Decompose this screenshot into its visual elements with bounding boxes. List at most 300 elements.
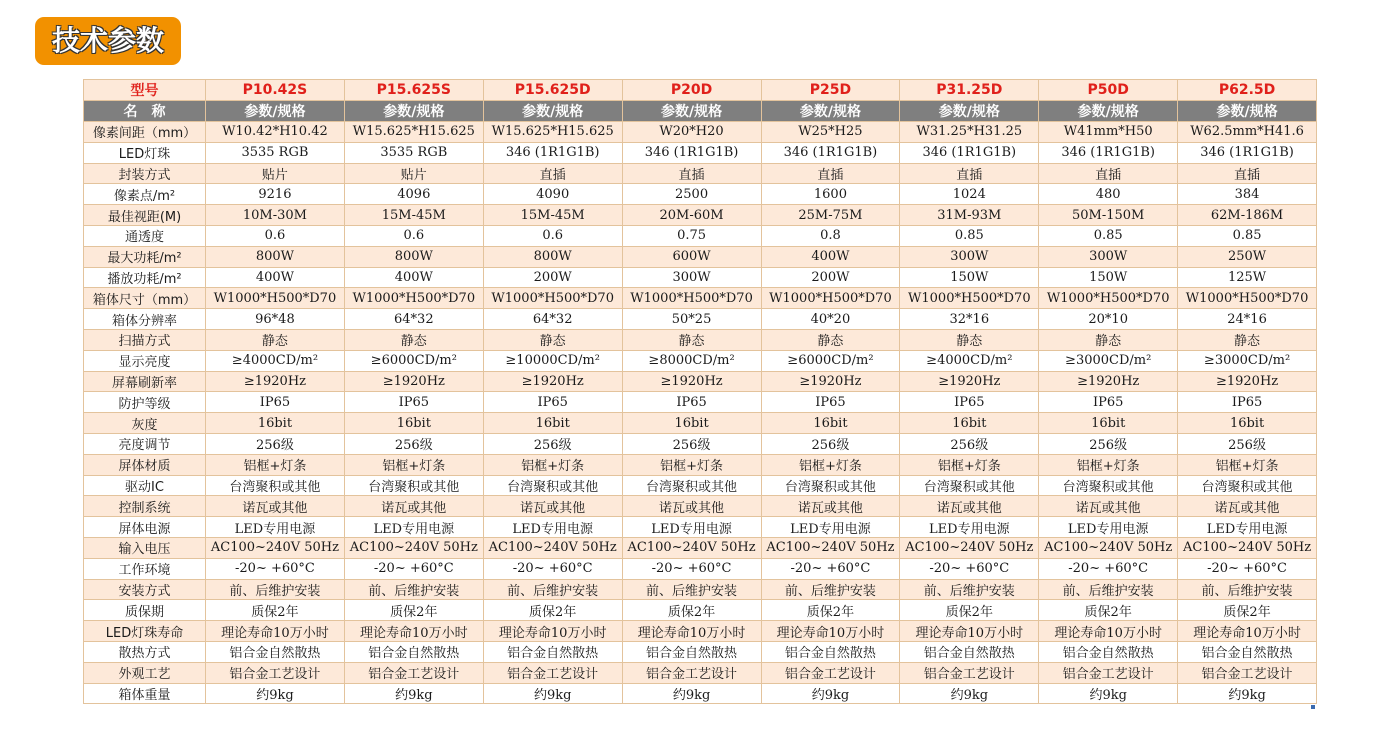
table-cell: 31M-93M xyxy=(900,205,1039,226)
table-cell: ≥8000CD/m² xyxy=(622,350,761,371)
table-cell: 16bit xyxy=(1178,413,1317,434)
column-header-row xyxy=(84,101,1317,122)
table-cell: 400W xyxy=(206,267,345,288)
table-cell: 铝合金工艺设计 xyxy=(344,662,483,683)
table-cell: IP65 xyxy=(1178,392,1317,413)
table-cell: -20~ +60°C xyxy=(206,558,345,579)
table-cell: 台湾聚积或其他 xyxy=(1178,475,1317,496)
table-cell: 前、后维护安装 xyxy=(761,579,900,600)
table-cell: W1000*H500*D70 xyxy=(622,288,761,309)
table-cell: 64*32 xyxy=(483,309,622,330)
row-label: 最大功耗/m² xyxy=(84,246,206,267)
table-cell: 铝框+灯条 xyxy=(344,454,483,475)
spec-header: 参数/规格 xyxy=(206,101,345,122)
table-row xyxy=(84,205,1317,226)
table-cell: 9216 xyxy=(206,184,345,205)
table-cell: 0.6 xyxy=(483,225,622,246)
table-cell: LED专用电源 xyxy=(344,517,483,538)
table-cell: ≥1920Hz xyxy=(1178,371,1317,392)
table-cell: ≥1920Hz xyxy=(622,371,761,392)
table-cell: 约9kg xyxy=(344,683,483,704)
table-cell: -20~ +60°C xyxy=(1178,558,1317,579)
table-cell: 静态 xyxy=(761,329,900,350)
table-cell: 384 xyxy=(1178,184,1317,205)
table-cell: W20*H20 xyxy=(622,122,761,143)
table-cell: 铝合金自然散热 xyxy=(483,641,622,662)
table-cell: 15M-45M xyxy=(344,205,483,226)
table-cell: ≥1920Hz xyxy=(1039,371,1178,392)
table-cell: 256级 xyxy=(761,433,900,454)
table-cell: 16bit xyxy=(483,413,622,434)
table-cell: 铝合金自然散热 xyxy=(900,641,1039,662)
row-label: 灰度 xyxy=(84,413,206,434)
model-name: P25D xyxy=(761,80,900,101)
row-label: 显示亮度 xyxy=(84,350,206,371)
section-title: 技术参数 xyxy=(51,24,164,57)
table-cell: -20~ +60°C xyxy=(761,558,900,579)
table-cell: 铝合金自然散热 xyxy=(761,641,900,662)
spec-header: 参数/规格 xyxy=(622,101,761,122)
table-cell: W15.625*H15.625 xyxy=(483,122,622,143)
table-cell: ≥1920Hz xyxy=(761,371,900,392)
table-cell: AC100~240V 50Hz xyxy=(206,537,345,558)
table-cell: 800W xyxy=(483,246,622,267)
table-cell: 质保2年 xyxy=(206,600,345,621)
table-cell: IP65 xyxy=(1039,392,1178,413)
table-cell: LED专用电源 xyxy=(1039,517,1178,538)
table-row xyxy=(84,184,1317,205)
table-cell: W15.625*H15.625 xyxy=(344,122,483,143)
table-cell: 96*48 xyxy=(206,309,345,330)
table-cell: 铝合金工艺设计 xyxy=(1039,662,1178,683)
table-cell: 诺瓦或其他 xyxy=(1039,496,1178,517)
table-cell: 约9kg xyxy=(1178,683,1317,704)
table-cell: 256级 xyxy=(483,433,622,454)
table-cell: 铝框+灯条 xyxy=(1039,454,1178,475)
table-cell: 质保2年 xyxy=(900,600,1039,621)
table-cell: 0.6 xyxy=(206,225,345,246)
table-cell: 台湾聚积或其他 xyxy=(483,475,622,496)
table-cell: 前、后维护安装 xyxy=(622,579,761,600)
table-cell: 256级 xyxy=(1039,433,1178,454)
table-cell: 480 xyxy=(1039,184,1178,205)
table-row xyxy=(84,225,1317,246)
table-cell: 150W xyxy=(900,267,1039,288)
table-cell: 600W xyxy=(622,246,761,267)
table-cell: 理论寿命10万小时 xyxy=(206,621,345,642)
table-cell: ≥1920Hz xyxy=(483,371,622,392)
table-cell: 质保2年 xyxy=(1178,600,1317,621)
table-cell: W62.5mm*H41.6 xyxy=(1178,122,1317,143)
table-row xyxy=(84,621,1317,642)
table-cell: 诺瓦或其他 xyxy=(206,496,345,517)
row-label: 散热方式 xyxy=(84,641,206,662)
table-row xyxy=(84,413,1317,434)
spec-header: 参数/规格 xyxy=(1178,101,1317,122)
table-cell: 台湾聚积或其他 xyxy=(1039,475,1178,496)
row-label: 封装方式 xyxy=(84,163,206,184)
table-cell: 台湾聚积或其他 xyxy=(900,475,1039,496)
table-cell: 约9kg xyxy=(483,683,622,704)
model-row xyxy=(84,80,1317,101)
row-label: 屏体材质 xyxy=(84,454,206,475)
table-cell: IP65 xyxy=(900,392,1039,413)
table-cell: 铝合金工艺设计 xyxy=(483,662,622,683)
table-row xyxy=(84,309,1317,330)
table-row xyxy=(84,558,1317,579)
table-cell: ≥1920Hz xyxy=(344,371,483,392)
spec-header: 参数/规格 xyxy=(1039,101,1178,122)
table-cell: 400W xyxy=(344,267,483,288)
table-cell: 40*20 xyxy=(761,309,900,330)
model-name: P15.625D xyxy=(483,80,622,101)
table-cell: 3535 RGB xyxy=(206,142,345,163)
table-cell: W41mm*H50 xyxy=(1039,122,1178,143)
spec-header: 参数/规格 xyxy=(344,101,483,122)
table-cell: 直插 xyxy=(1178,163,1317,184)
table-cell: 16bit xyxy=(344,413,483,434)
table-cell: 理论寿命10万小时 xyxy=(1178,621,1317,642)
table-cell: 铝框+灯条 xyxy=(622,454,761,475)
table-cell: AC100~240V 50Hz xyxy=(344,537,483,558)
row-label: 驱动IC xyxy=(84,475,206,496)
table-row xyxy=(84,288,1317,309)
table-cell: 诺瓦或其他 xyxy=(344,496,483,517)
table-cell: 静态 xyxy=(483,329,622,350)
table-cell: 2500 xyxy=(622,184,761,205)
row-label: 通透度 xyxy=(84,225,206,246)
table-cell: 质保2年 xyxy=(1039,600,1178,621)
table-cell: 20M-60M xyxy=(622,205,761,226)
table-cell: IP65 xyxy=(206,392,345,413)
table-cell: 3535 RGB xyxy=(344,142,483,163)
table-cell: 静态 xyxy=(622,329,761,350)
table-cell: 346 (1R1G1B) xyxy=(761,142,900,163)
model-name: P50D xyxy=(1039,80,1178,101)
table-cell: 256级 xyxy=(206,433,345,454)
table-cell: 前、后维护安装 xyxy=(900,579,1039,600)
table-cell: 铝合金工艺设计 xyxy=(206,662,345,683)
table-cell: 约9kg xyxy=(622,683,761,704)
table-cell: W1000*H500*D70 xyxy=(1039,288,1178,309)
table-row xyxy=(84,122,1317,143)
table-cell: 0.85 xyxy=(1039,225,1178,246)
table-cell: -20~ +60°C xyxy=(1039,558,1178,579)
table-cell: LED专用电源 xyxy=(483,517,622,538)
model-label: 型号 xyxy=(84,80,206,101)
table-cell: 50M-150M xyxy=(1039,205,1178,226)
table-cell: LED专用电源 xyxy=(1178,517,1317,538)
table-cell: IP65 xyxy=(761,392,900,413)
row-label: 最佳视距(M) xyxy=(84,205,206,226)
table-cell: 前、后维护安装 xyxy=(344,579,483,600)
table-cell: 0.85 xyxy=(1178,225,1317,246)
table-cell: LED专用电源 xyxy=(761,517,900,538)
table-cell: 15M-45M xyxy=(483,205,622,226)
table-cell: 0.85 xyxy=(900,225,1039,246)
table-cell: 300W xyxy=(900,246,1039,267)
table-cell: 台湾聚积或其他 xyxy=(622,475,761,496)
table-cell: 铝框+灯条 xyxy=(761,454,900,475)
model-name: P31.25D xyxy=(900,80,1039,101)
table-cell: 16bit xyxy=(1039,413,1178,434)
table-cell: 理论寿命10万小时 xyxy=(1039,621,1178,642)
row-label: 箱体分辨率 xyxy=(84,309,206,330)
table-cell: ≥4000CD/m² xyxy=(206,350,345,371)
table-cell: 静态 xyxy=(344,329,483,350)
model-name: P20D xyxy=(622,80,761,101)
table-cell: 250W xyxy=(1178,246,1317,267)
table-cell: 300W xyxy=(622,267,761,288)
table-row xyxy=(84,163,1317,184)
table-cell: ≥4000CD/m² xyxy=(900,350,1039,371)
table-cell: IP65 xyxy=(622,392,761,413)
table-cell: 理论寿命10万小时 xyxy=(622,621,761,642)
table-row xyxy=(84,142,1317,163)
table-row xyxy=(84,267,1317,288)
table-cell: 静态 xyxy=(206,329,345,350)
spec-table xyxy=(83,79,1317,704)
table-cell: 346 (1R1G1B) xyxy=(622,142,761,163)
table-cell: 200W xyxy=(483,267,622,288)
spec-header: 参数/规格 xyxy=(483,101,622,122)
model-name: P15.625S xyxy=(344,80,483,101)
table-cell: 32*16 xyxy=(900,309,1039,330)
row-label: LED灯珠 xyxy=(84,142,206,163)
table-cell: 铝框+灯条 xyxy=(206,454,345,475)
table-cell: 10M-30M xyxy=(206,205,345,226)
row-label: 屏幕刷新率 xyxy=(84,371,206,392)
table-cell: 台湾聚积或其他 xyxy=(206,475,345,496)
table-cell: 16bit xyxy=(900,413,1039,434)
table-cell: 前、后维护安装 xyxy=(483,579,622,600)
table-cell: 25M-75M xyxy=(761,205,900,226)
table-cell: 铝框+灯条 xyxy=(1178,454,1317,475)
table-cell: 346 (1R1G1B) xyxy=(900,142,1039,163)
table-cell: 346 (1R1G1B) xyxy=(483,142,622,163)
table-cell: 质保2年 xyxy=(483,600,622,621)
table-row xyxy=(84,371,1317,392)
table-cell: ≥1920Hz xyxy=(206,371,345,392)
table-cell: 铝合金工艺设计 xyxy=(1178,662,1317,683)
name-header: 名 称 xyxy=(84,101,206,122)
table-cell: 铝框+灯条 xyxy=(900,454,1039,475)
table-cell: -20~ +60°C xyxy=(483,558,622,579)
table-cell: W10.42*H10.42 xyxy=(206,122,345,143)
table-cell: 静态 xyxy=(1178,329,1317,350)
table-cell: ≥6000CD/m² xyxy=(344,350,483,371)
table-row xyxy=(84,517,1317,538)
table-cell: 静态 xyxy=(1039,329,1178,350)
table-cell: 16bit xyxy=(206,413,345,434)
table-row xyxy=(84,662,1317,683)
row-label: 像素间距（mm） xyxy=(84,122,206,143)
table-cell: 理论寿命10万小时 xyxy=(344,621,483,642)
row-label: 安装方式 xyxy=(84,579,206,600)
table-cell: 256级 xyxy=(344,433,483,454)
table-cell: 16bit xyxy=(761,413,900,434)
table-row xyxy=(84,641,1317,662)
table-cell: AC100~240V 50Hz xyxy=(900,537,1039,558)
table-cell: 256级 xyxy=(622,433,761,454)
table-cell: W1000*H500*D70 xyxy=(344,288,483,309)
table-row xyxy=(84,475,1317,496)
row-label: 扫描方式 xyxy=(84,329,206,350)
row-label: 像素点/m² xyxy=(84,184,206,205)
model-name: P62.5D xyxy=(1178,80,1317,101)
table-cell: AC100~240V 50Hz xyxy=(1039,537,1178,558)
table-cell: ≥10000CD/m² xyxy=(483,350,622,371)
table-cell: 62M-186M xyxy=(1178,205,1317,226)
table-cell: W1000*H500*D70 xyxy=(761,288,900,309)
table-cell: 0.6 xyxy=(344,225,483,246)
table-row xyxy=(84,392,1317,413)
table-cell: 前、后维护安装 xyxy=(206,579,345,600)
row-label: 质保期 xyxy=(84,600,206,621)
table-cell: 理论寿命10万小时 xyxy=(483,621,622,642)
table-cell: 铝合金工艺设计 xyxy=(622,662,761,683)
table-cell: LED专用电源 xyxy=(622,517,761,538)
table-cell: W1000*H500*D70 xyxy=(483,288,622,309)
model-name: P10.42S xyxy=(206,80,345,101)
table-cell: 贴片 xyxy=(206,163,345,184)
table-cell: ≥3000CD/m² xyxy=(1178,350,1317,371)
table-cell: AC100~240V 50Hz xyxy=(761,537,900,558)
table-cell: 50*25 xyxy=(622,309,761,330)
table-cell: 铝合金工艺设计 xyxy=(761,662,900,683)
section-title-badge xyxy=(35,17,181,65)
table-cell: 346 (1R1G1B) xyxy=(1039,142,1178,163)
table-cell: 125W xyxy=(1178,267,1317,288)
table-cell: ≥6000CD/m² xyxy=(761,350,900,371)
table-cell: 理论寿命10万小时 xyxy=(761,621,900,642)
table-cell: W25*H25 xyxy=(761,122,900,143)
table-cell: W1000*H500*D70 xyxy=(900,288,1039,309)
table-cell: IP65 xyxy=(344,392,483,413)
row-label: 外观工艺 xyxy=(84,662,206,683)
table-cell: 20*10 xyxy=(1039,309,1178,330)
table-cell: LED专用电源 xyxy=(900,517,1039,538)
table-cell: 约9kg xyxy=(900,683,1039,704)
table-cell: 16bit xyxy=(622,413,761,434)
table-cell: 0.8 xyxy=(761,225,900,246)
table-row xyxy=(84,433,1317,454)
table-row xyxy=(84,350,1317,371)
table-cell: 前、后维护安装 xyxy=(1178,579,1317,600)
table-cell: 64*32 xyxy=(344,309,483,330)
table-cell: 1024 xyxy=(900,184,1039,205)
table-row xyxy=(84,600,1317,621)
table-cell: 铝合金自然散热 xyxy=(1178,641,1317,662)
table-row xyxy=(84,537,1317,558)
table-cell: 约9kg xyxy=(1039,683,1178,704)
row-label: LED灯珠寿命 xyxy=(84,621,206,642)
table-cell: 400W xyxy=(761,246,900,267)
table-row xyxy=(84,579,1317,600)
table-cell: 铝合金自然散热 xyxy=(344,641,483,662)
table-cell: 铝框+灯条 xyxy=(483,454,622,475)
table-cell: LED专用电源 xyxy=(206,517,345,538)
table-cell: -20~ +60°C xyxy=(622,558,761,579)
table-cell: 800W xyxy=(344,246,483,267)
table-cell: ≥1920Hz xyxy=(900,371,1039,392)
table-cell: AC100~240V 50Hz xyxy=(622,537,761,558)
table-cell: 诺瓦或其他 xyxy=(483,496,622,517)
table-cell: 贴片 xyxy=(344,163,483,184)
table-cell: 前、后维护安装 xyxy=(1039,579,1178,600)
row-label: 防护等级 xyxy=(84,392,206,413)
table-cell: 诺瓦或其他 xyxy=(622,496,761,517)
table-row xyxy=(84,454,1317,475)
spec-header: 参数/规格 xyxy=(761,101,900,122)
row-label: 箱体重量 xyxy=(84,683,206,704)
table-cell: ≥3000CD/m² xyxy=(1039,350,1178,371)
table-cell: 质保2年 xyxy=(344,600,483,621)
spec-header: 参数/规格 xyxy=(900,101,1039,122)
table-cell: 300W xyxy=(1039,246,1178,267)
table-cell: 铝合金自然散热 xyxy=(622,641,761,662)
table-cell: 约9kg xyxy=(761,683,900,704)
table-row xyxy=(84,496,1317,517)
table-cell: 质保2年 xyxy=(761,600,900,621)
table-cell: 直插 xyxy=(761,163,900,184)
table-cell: -20~ +60°C xyxy=(344,558,483,579)
table-cell: W1000*H500*D70 xyxy=(1178,288,1317,309)
table-cell: 诺瓦或其他 xyxy=(761,496,900,517)
table-cell: AC100~240V 50Hz xyxy=(483,537,622,558)
table-cell: 诺瓦或其他 xyxy=(900,496,1039,517)
table-cell: 台湾聚积或其他 xyxy=(761,475,900,496)
row-label: 控制系统 xyxy=(84,496,206,517)
table-cell: -20~ +60°C xyxy=(900,558,1039,579)
row-label: 屏体电源 xyxy=(84,517,206,538)
table-cell: 台湾聚积或其他 xyxy=(344,475,483,496)
row-label: 输入电压 xyxy=(84,537,206,558)
table-cell: 256级 xyxy=(900,433,1039,454)
table-cell: W31.25*H31.25 xyxy=(900,122,1039,143)
table-cell: 铝合金自然散热 xyxy=(1039,641,1178,662)
table-cell: 诺瓦或其他 xyxy=(1178,496,1317,517)
table-cell: IP65 xyxy=(483,392,622,413)
row-label: 工作环境 xyxy=(84,558,206,579)
table-cell: 346 (1R1G1B) xyxy=(1178,142,1317,163)
table-cell: 直插 xyxy=(483,163,622,184)
table-cell: 200W xyxy=(761,267,900,288)
table-cell: 约9kg xyxy=(206,683,345,704)
table-cell: 铝合金自然散热 xyxy=(206,641,345,662)
table-row xyxy=(84,329,1317,350)
table-cell: 质保2年 xyxy=(622,600,761,621)
table-row xyxy=(84,246,1317,267)
table-cell: 4096 xyxy=(344,184,483,205)
table-cell: 铝合金工艺设计 xyxy=(900,662,1039,683)
row-label: 亮度调节 xyxy=(84,433,206,454)
table-cell: 4090 xyxy=(483,184,622,205)
row-label: 播放功耗/m² xyxy=(84,267,206,288)
table-row xyxy=(84,683,1317,704)
table-cell: 24*16 xyxy=(1178,309,1317,330)
table-cell: 直插 xyxy=(622,163,761,184)
resize-corner-marker xyxy=(1311,705,1315,709)
table-cell: 1600 xyxy=(761,184,900,205)
table-cell: AC100~240V 50Hz xyxy=(1178,537,1317,558)
table-cell: 静态 xyxy=(900,329,1039,350)
table-cell: 800W xyxy=(206,246,345,267)
table-cell: 理论寿命10万小时 xyxy=(900,621,1039,642)
table-cell: 256级 xyxy=(1178,433,1317,454)
row-label: 箱体尺寸（mm） xyxy=(84,288,206,309)
table-cell: 直插 xyxy=(1039,163,1178,184)
